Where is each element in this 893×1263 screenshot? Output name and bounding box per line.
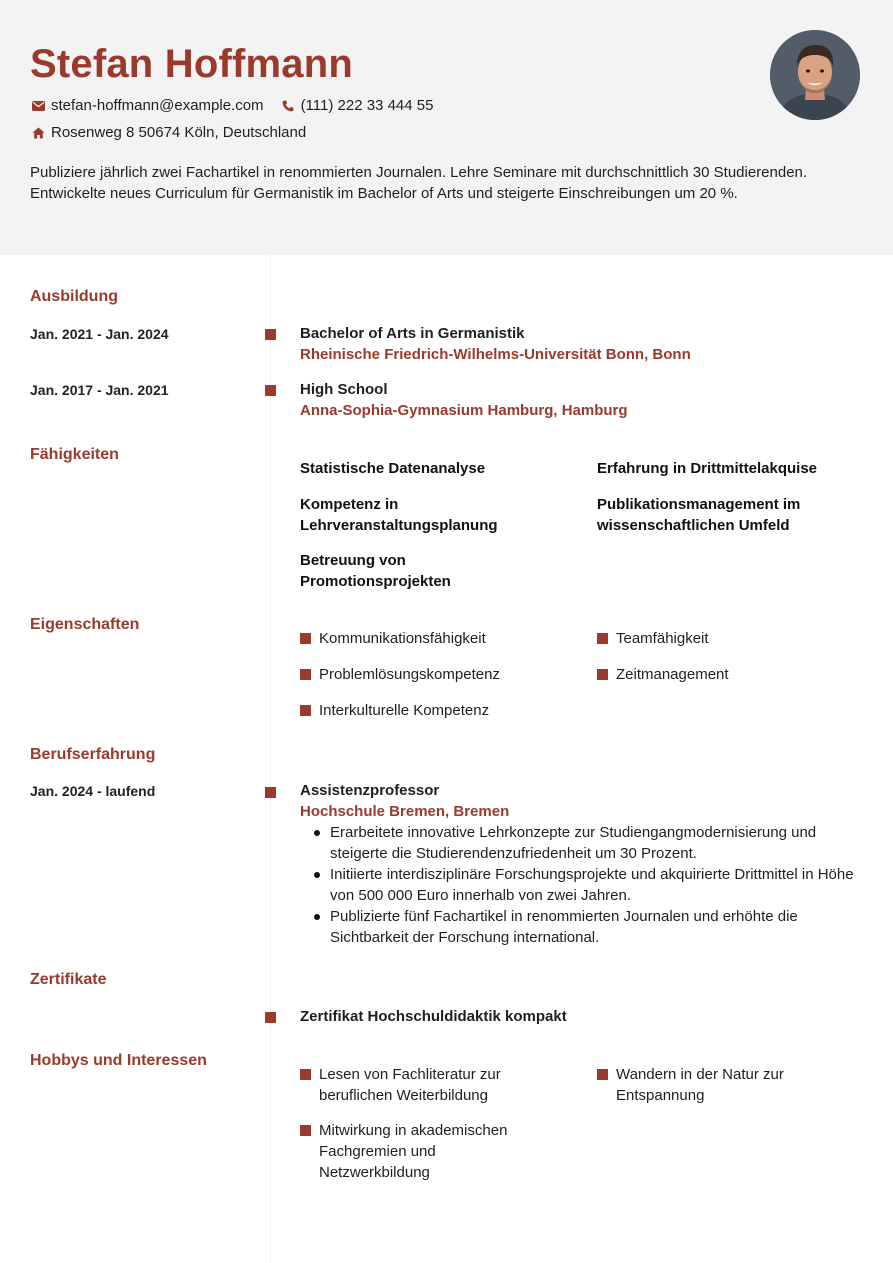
achievement-item: Initiierte interdisziplinäre Forschungsprojekte und akquirierte Drittmittel in Höhe von 500 000 Euro innerhalb von zwei Jahren. bbox=[312, 864, 872, 906]
hobby-item bbox=[597, 1064, 837, 1106]
square-bullet-icon bbox=[300, 1069, 311, 1080]
email-link[interactable]: stefan-hoffmann@example.com bbox=[51, 97, 264, 114]
section-title-education: Ausbildung bbox=[30, 288, 118, 305]
square-bullet-icon bbox=[300, 633, 311, 644]
trait-label: Teamfähigkeit bbox=[616, 630, 709, 647]
contact-line bbox=[30, 97, 433, 114]
trait-item bbox=[300, 628, 486, 649]
trait-label: Kommunikationsfähigkeit bbox=[319, 630, 486, 647]
experience-date: Jan. 2024 - laufend bbox=[30, 783, 156, 799]
experience-achievements bbox=[312, 822, 872, 948]
hobby-item bbox=[300, 1120, 550, 1183]
experience-organization: Hochschule Bremen, Bremen bbox=[300, 803, 510, 820]
skill-item: Betreuung von Promotionsprojekten bbox=[300, 552, 451, 590]
education-date: Jan. 2021 - Jan. 2024 bbox=[30, 326, 169, 342]
education-degree: High School bbox=[300, 381, 388, 398]
education-degree: Bachelor of Arts in Germanistik bbox=[300, 325, 525, 342]
home-icon bbox=[30, 125, 46, 141]
phone-icon bbox=[280, 98, 296, 114]
square-bullet-icon bbox=[300, 705, 311, 716]
trait-item bbox=[597, 628, 709, 649]
timeline-marker bbox=[265, 385, 276, 396]
trait-item bbox=[597, 664, 729, 685]
section-title-experience: Berufserfahrung bbox=[30, 746, 156, 763]
trait-item bbox=[300, 664, 500, 685]
timeline-marker bbox=[265, 787, 276, 798]
trait-label: Zeitmanagement bbox=[616, 666, 729, 683]
education-school: Rheinische Friedrich-Wilhelms-Universität Bonn, Bonn bbox=[300, 346, 691, 363]
hobby-label: Wandern in der Natur zur Entspannung bbox=[616, 1066, 784, 1104]
certificate-item: Zertifikat Hochschuldidaktik kompakt bbox=[300, 1008, 567, 1025]
section-title-certificates: Zertifikate bbox=[30, 971, 107, 988]
skill-item: Kompetenz in Lehrveranstaltungsplanung bbox=[300, 496, 498, 534]
square-bullet-icon bbox=[300, 669, 311, 680]
envelope-icon bbox=[30, 98, 46, 114]
timeline-divider bbox=[270, 255, 271, 1263]
phone-number[interactable]: (111) 222 33 444 55 bbox=[300, 97, 434, 114]
section-title-hobbies: Hobbys und Interessen bbox=[30, 1052, 207, 1069]
hobby-label: Lesen von Fachliteratur zur beruflichen Weiterbildung bbox=[319, 1066, 501, 1104]
profile-photo bbox=[770, 30, 860, 120]
square-bullet-icon bbox=[300, 1125, 311, 1136]
candidate-name: Stefan Hoffmann bbox=[30, 42, 353, 86]
square-bullet-icon bbox=[597, 633, 608, 644]
address-text: Rosenweg 8 50674 Köln, Deutschland bbox=[51, 124, 307, 141]
trait-label: Problemlösungskompetenz bbox=[319, 666, 500, 683]
profile-summary: Publiziere jährlich zwei Fachartikel in renommierten Journalen. Lehre Seminare mit durchschnittlich 30 Studierenden. Entwickelte neues Curriculum für Germanistik im Bachelor of Arts und steigerte Einschreibungen um 20 %. bbox=[30, 164, 808, 202]
hobby-label: Mitwirkung in akademischen Fachgremien und Netzwerkbildung bbox=[319, 1122, 508, 1181]
achievement-item: Erarbeitete innovative Lehrkonzepte zur Studiengangmodernisierung und steigerte die Studierendenzufriedenheit um 30 Prozent. bbox=[312, 822, 872, 864]
trait-item bbox=[300, 700, 489, 721]
trait-label: Interkulturelle Kompetenz bbox=[319, 702, 490, 719]
timeline-marker bbox=[265, 1012, 276, 1023]
section-title-traits: Eigenschaften bbox=[30, 616, 140, 633]
skill-item: Publikationsmanagement im wissenschaftlichen Umfeld bbox=[597, 496, 801, 534]
square-bullet-icon bbox=[597, 669, 608, 680]
timeline-marker bbox=[265, 329, 276, 340]
education-date: Jan. 2017 - Jan. 2021 bbox=[30, 382, 169, 398]
education-school: Anna-Sophia-Gymnasium Hamburg, Hamburg bbox=[300, 402, 628, 419]
square-bullet-icon bbox=[597, 1069, 608, 1080]
hobby-item bbox=[300, 1064, 550, 1106]
achievement-item: Publizierte fünf Fachartikel in renommierten Journalen und erhöhte die Sichtbarkeit der Forschung international. bbox=[312, 906, 872, 948]
skill-item: Erfahrung in Drittmittelakquise bbox=[597, 460, 818, 477]
section-title-skills: Fähigkeiten bbox=[30, 446, 119, 463]
experience-role: Assistenzprofessor bbox=[300, 782, 440, 799]
address-line bbox=[30, 124, 306, 141]
header bbox=[0, 0, 893, 255]
skill-item: Statistische Datenanalyse bbox=[300, 460, 486, 477]
